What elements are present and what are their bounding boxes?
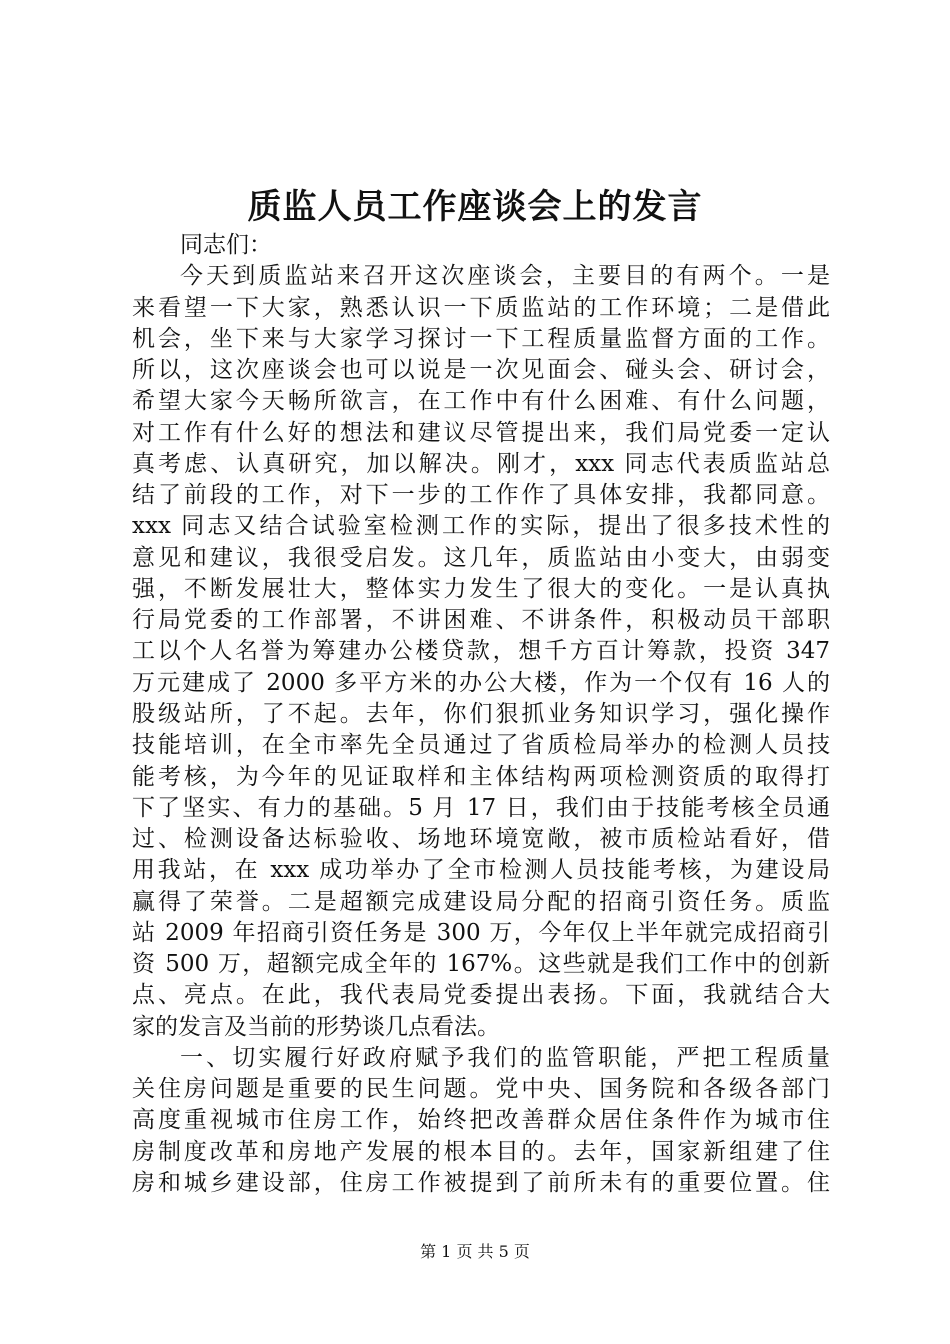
- salutation-line: 同志们：: [180, 232, 272, 258]
- paragraph-line: 房和城乡建设部，住房工作被提到了前所未有的重要位置。住: [132, 1170, 830, 1196]
- paragraph-line: 所以，这次座谈会也可以说是一次见面会、碰头会、研讨会，: [132, 357, 830, 383]
- paragraph-line: 房制度改革和房地产发展的根本目的。去年，国家新组建了住: [132, 1139, 830, 1165]
- paragraph-line: 机会，坐下来与大家学习探讨一下工程质量监督方面的工作。: [132, 326, 830, 352]
- paragraph-line: 家的发言及当前的形势谈几点看法。: [132, 1014, 500, 1040]
- paragraph-line: 强，不断发展壮大，整体实力发生了很大的变化。一是认真执: [132, 576, 830, 602]
- paragraph-line: 结了前段的工作，对下一步的工作作了具体安排，我都同意。: [132, 482, 830, 508]
- paragraph-line: 万元建成了 2000 多平方米的办公大楼，作为一个仅有 16 人的: [132, 670, 830, 696]
- paragraph-line: 真考虑、认真研究，加以解决。刚才，xxx 同志代表质监站总: [132, 451, 830, 477]
- paragraph-line: 关住房问题是重要的民生问题。党中央、国务院和各级各部门: [132, 1076, 830, 1102]
- paragraph-line: 赢得了荣誉。二是超额完成建设局分配的招商引资任务。质监: [132, 889, 830, 915]
- paragraph-line: 下了坚实、有力的基础。5 月 17 日，我们由于技能考核全员通: [132, 795, 830, 821]
- paragraph-line: 高度重视城市住房工作，始终把改善群众居住条件作为城市住: [132, 1107, 830, 1133]
- paragraph-line: 今天到质监站来召开这次座谈会，主要目的有两个。一是: [180, 263, 830, 289]
- paragraph-line: 技能培训，在全市率先全员通过了省质检局举办的检测人员技: [132, 732, 830, 758]
- paragraph-line: 站 2009 年招商引资任务是 300 万，今年仅上半年就完成招商引: [132, 920, 830, 946]
- paragraph-line: 意见和建议，我很受启发。这几年，质监站由小变大，由弱变: [132, 545, 830, 571]
- paragraph-line: 股级站所，了不起。去年，你们狠抓业务知识学习，强化操作: [132, 701, 830, 727]
- section-heading-line: 一、切实履行好政府赋予我们的监管职能，严把工程质量: [180, 1045, 830, 1071]
- paragraph-line: 行局党委的工作部署，不讲困难、不讲条件，积极动员干部职: [132, 607, 830, 633]
- paragraph-line: 来看望一下大家，熟悉认识一下质监站的工作环境；二是借此: [132, 295, 830, 321]
- paragraph-line: 点、亮点。在此，我代表局党委提出表扬。下面，我就结合大: [132, 982, 830, 1008]
- page-number-footer: 第 1 页 共 5 页: [420, 1242, 530, 1261]
- paragraph-line: 过、检测设备达标验收、场地环境宽敞，被市质检站看好，借: [132, 826, 830, 852]
- paragraph-line: 希望大家今天畅所欲言，在工作中有什么困难、有什么问题，: [132, 388, 830, 414]
- paragraph-line: 资 500 万，超额完成全年的 167%。这些就是我们工作中的创新: [132, 951, 830, 977]
- paragraph-line: 工以个人名誉为筹建办公楼贷款，想千方百计筹款，投资 347: [132, 638, 830, 664]
- document-title: 质监人员工作座谈会上的发言: [247, 187, 703, 227]
- paragraph-line: 用我站，在 xxx 成功举办了全市检测人员技能考核，为建设局: [132, 857, 830, 883]
- paragraph-line: xxx 同志又结合试验室检测工作的实际，提出了很多技术性的: [132, 513, 830, 539]
- paragraph-line: 对工作有什么好的想法和建议尽管提出来，我们局党委一定认: [132, 420, 830, 446]
- paragraph-line: 能考核，为今年的见证取样和主体结构两项检测资质的取得打: [132, 764, 830, 790]
